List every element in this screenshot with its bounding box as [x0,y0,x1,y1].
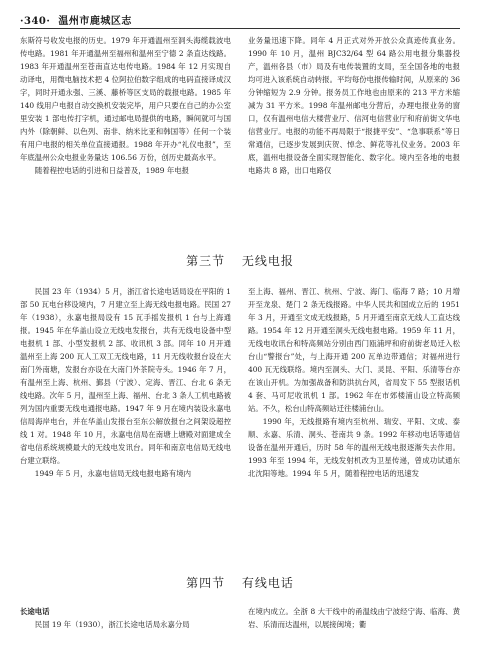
section-heading [0,252,480,269]
section-number: 第三节 [186,254,226,268]
paragraph: 随着程控电话的引进和日益普及，1989 年电报 [34,166,189,175]
section3-left-column [20,285,231,480]
paragraph: 民国 23 年（1934）5 月，浙江省长途电话局设在平阳的 1 部 50 瓦电台移设境内，7 月建立至上海无线电报电路。民国 27 年（1938），永嘉电报局设有 15 瓦手摇发报机 1 台与上海通报。1945 年在华盖山设立无线电发报台，共有无线电设备中型电报机 1 部、小型发报机 2 部、收讯机 3 部。同年 10 月开通温州至上海 200 瓦人工双工无线电路，11 月无线收报台设在大南门外南塘，发报台亦设在大南门外茶院寺头。1946 年 7 月，有温州至上海、杭州、鄞县（宁波）、定海、晋江、台北 6 条无线电路。次年 5 月，温州至上海、福州、台北 3 条人工机电路被列为国内重要无线电通报电路。1947 年 9 月在境内装设永嘉电信局海岸电台，并在华盖山发报台至东公解放报台之间架设超控线 1 对。1948 年 10 月，永嘉电信局在南塘上塘殿对面建成全省电信系统规模最大的无线电发讯台。同年和南京电信局无线电台建立联络。 [20,287,231,465]
paragraph: 在境内成立。全浙 8 大干线中的甬温线由宁波经宁海、临海、黄岩、乐清而达温州，以展接闽境；衢 [248,607,460,629]
header-rule [20,28,460,29]
page-number: ·340· [20,16,51,27]
top-left-column [20,34,231,177]
section4-right-column [248,605,460,631]
book-title: 温州市鹿城区志 [58,16,132,27]
section4-left-column [20,605,231,631]
section-heading [0,574,480,591]
section-number: 第四节 [186,576,226,590]
section-title: 无线电报 [241,254,294,268]
paragraph: 业务量迅速下降。同年 4 月正式对外开放公众真迹传真业务。1990 年 10 月，温州 BJC32/64 型 64 路公用电报分集器投产，温州各县（市）局及有电传装置的支局，至全国各地的电报均可进入该系统自动转报。平均每份电报传输时间，从原来的 36 分钟缩短为 2.9 分钟。报务员工作地也由原来的 213 平方米缩减为 31 平方米。1998 年温州邮电分营后，办理电报业务的窗口，仅有温州电信大楼营业厅、信河电信营业厅和府前街文华电信营业厅。电报的功能不再局限于“报捷平安”、“急事联系”等日常通信，已逐步发展到庆贺、悼念、鲜花等礼仪业务。2003 年底，温州电报设备全面实现智能化、数字化。境内至各地的电报电路共 8 路，出口电路仅 [248,36,460,175]
section3-right-column [248,285,460,480]
paragraph: 东斯符号收发电报的历史。1979 年开通温州至洞头海缆载波电传电路。1981 年开通温州至福州和温州至宁德 2 条直达线路。1983 年开通温州至苍南直达电传电路。1984 年 12 月实现自动译电，用微电脑技术把 4 位阿拉伯数字组成的电码直接译成汉字，同时开通永强、三溪、藤桥等区支局的载报电路。1985 年 140 线用户电报自动交换机安装完毕，用户只要在自己的办公室里安装 1 部电传打字机，通过邮电局提供的电路，瞬间就可与国内外（除朝鲜、以色列、南非、纳米比亚和韩国等）任何一个装有用户电报的相关单位直接通报。1988 年开办“礼仪电报”，至年底温州公众电报业务量达 106.56 万份，创历史最高水平。 [20,36,231,162]
top-right-column [248,34,460,177]
running-header [20,12,460,27]
paragraph: 1990 年，无线报路有境内至杭州、瑞安、平阳、文成、泰顺、永嘉、乐清、洞头、苍南共 9 条。1992 年移动电话等通信设备在温州开通后，历时 58 年的温州无线电报逐渐失去作用。1993 年至 1994 年，无线发射机改为卫星传递，曾成功试通东北沈阳等地。1994 年 5 月，随着程控电话的迅速发 [248,417,460,478]
subheading: 长途电话 [20,607,50,616]
paragraph: 至上海、福州、晋江、杭州、宁波、海门、临海 7 路；10 月增开至龙泉、楚门 2 条无线报路。中华人民共和国成立后的 1951 年 3 月，开通至文成无线报路，5 月开通至南京无线人工直达线路。1954 年 12 月开通至洞头无线电报电路。1959 年 11 月，无线电收讯台和特高频站分别由西门瓯浦坪和府前街老局迁入松台山“警报台”处，与上海开通 200 瓦单边带通信；对福州进行 400 瓦无线联络。境内至洞头、大门、灵昆、平阳、乐清等台亦在该山开机。为加强战备和防洪抗台风，省局发下 55 型报话机 4 套、马可尼收讯机 1 部。1962 年在市郊楼浦山设立特高频站。不久，松台山特高频站迁往楼浦台山。 [248,287,460,413]
paragraph: 1949 年 5 月，永嘉电信局无线电报电路有境内 [34,469,191,478]
section-title: 有线电话 [241,576,294,590]
paragraph: 民国 19 年（1930），浙江长途电话局永嘉分局 [34,620,190,629]
